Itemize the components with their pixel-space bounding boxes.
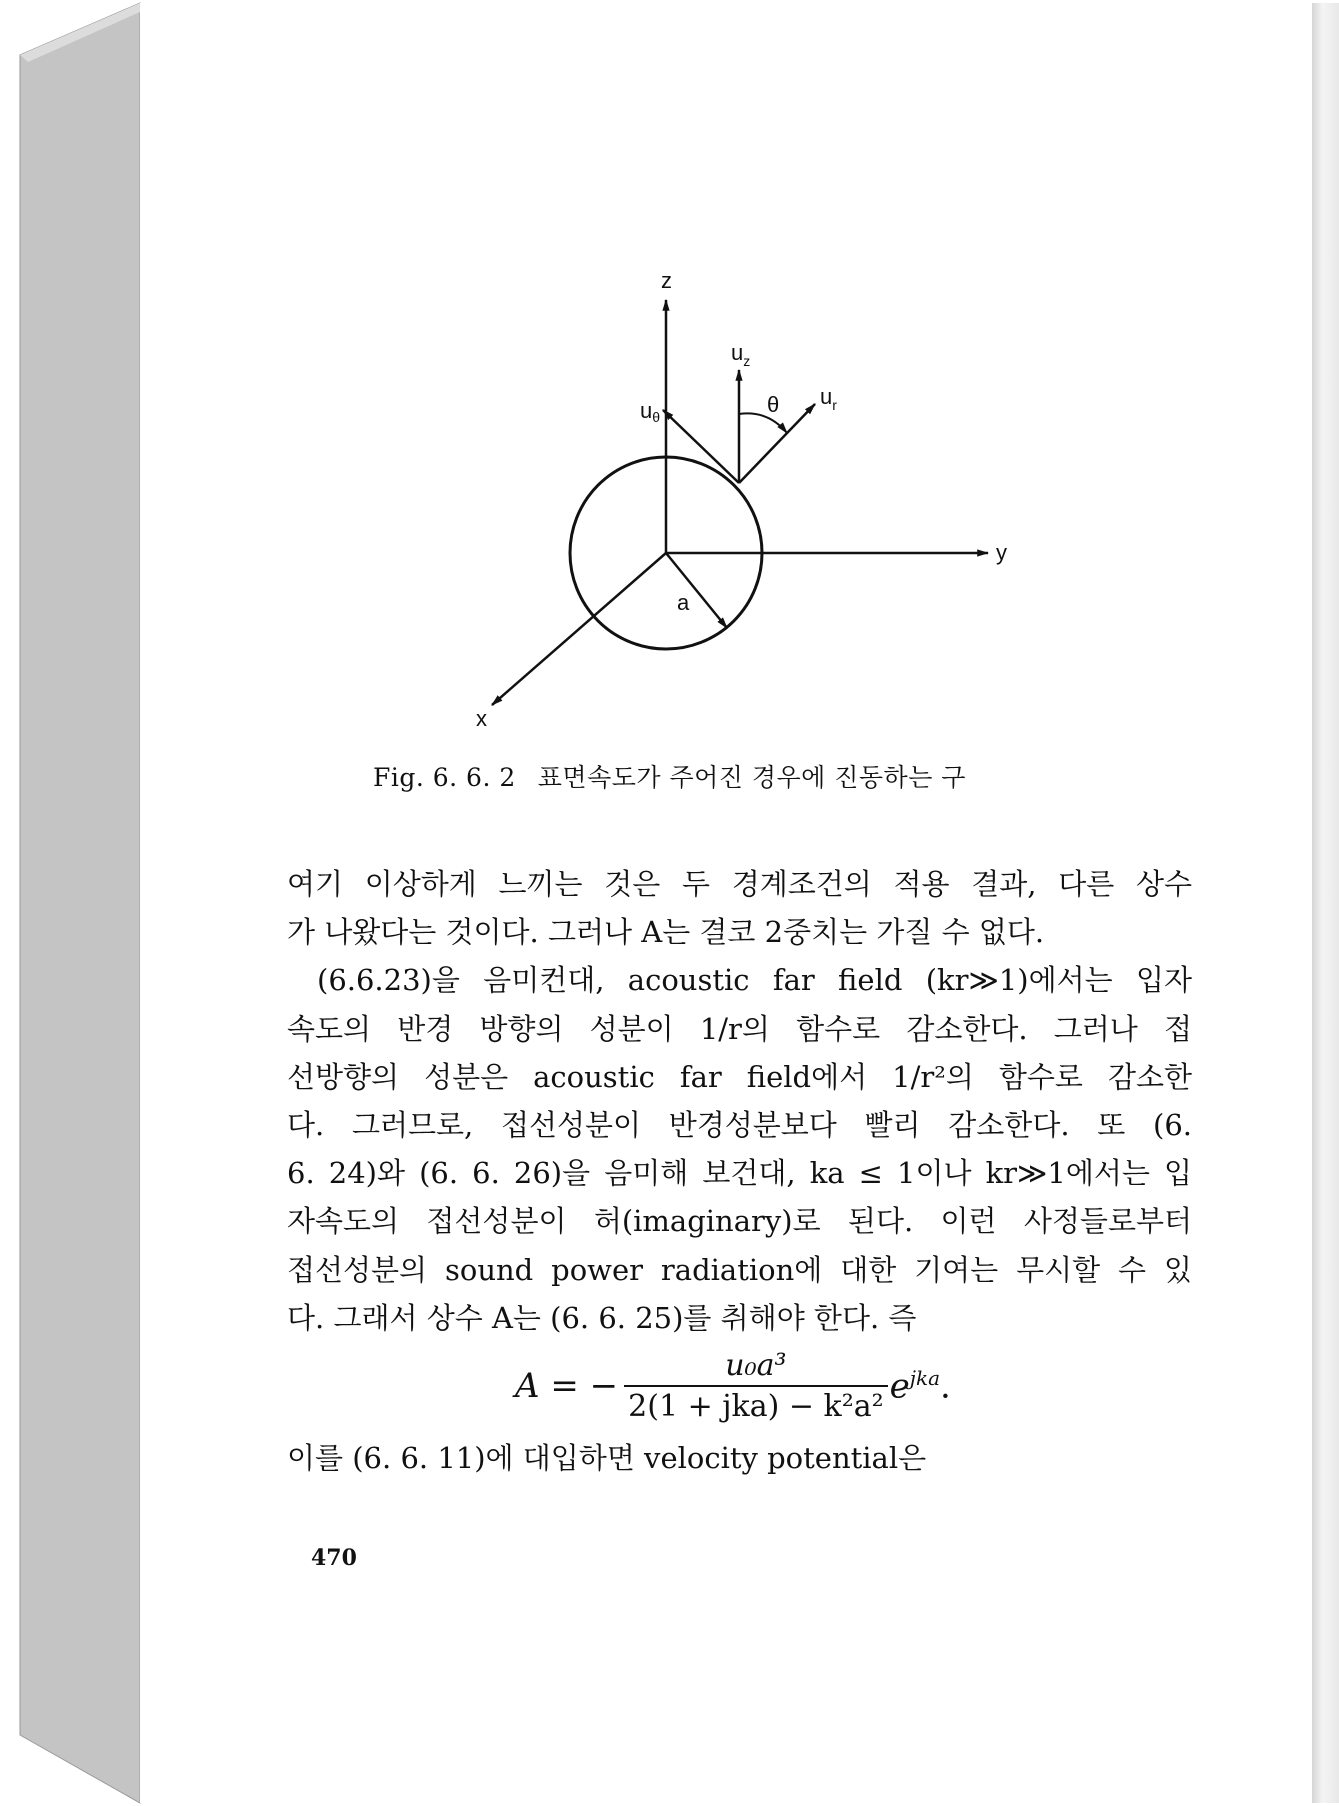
figure-number: Fig. 6. 6. 2 [373, 763, 516, 792]
text-line: 선방향의 성분은 acoustic far field에서 1/r²의 함수로 감소한 [287, 1059, 1192, 1094]
theta-label: θ [767, 392, 780, 417]
u-r-label: $u_r$ [820, 384, 837, 413]
equation-denominator: 2(1 + jka) − k²a² [624, 1385, 887, 1424]
sphere-diagram [440, 260, 1040, 740]
equation-exponential: $e^{jka}$. [889, 1365, 951, 1407]
text-line: 자속도의 접선성분이 허(imaginary)로 된다. 이런 사정들로부터 [287, 1204, 1192, 1239]
figure-title: 표면속도가 주어진 경우에 진동하는 구 [537, 763, 966, 792]
text-line: 가 나왔다는 것이다. 그러나 A는 결코 2중치는 가질 수 없다. [287, 915, 1045, 950]
equation [515, 1348, 951, 1424]
equation-fraction [624, 1348, 887, 1424]
x-label: x [476, 706, 487, 731]
text-line: 여기 이상하게 느끼는 것은 두 경계조건의 적용 결과, 다른 상수 [287, 867, 1192, 901]
equation-exponent: jka [909, 1365, 941, 1390]
y-label: y [996, 540, 1007, 565]
u-theta-vector [663, 410, 739, 483]
text-after-equation: 이를 (6. 6. 11)에 대입하면 velocity potential은 [287, 1441, 927, 1475]
a-label: a [677, 590, 690, 615]
equation-lhs: A = − [515, 1366, 619, 1406]
page-edge [1312, 3, 1339, 1803]
u-theta-label: uθ [640, 398, 661, 425]
z-label: z [661, 268, 672, 293]
u-z-label: $u_z$ [731, 340, 751, 369]
page-number: 470 [311, 1545, 357, 1571]
text-line: 6. 24)와 (6. 6. 26)을 음미해 보건대, ka ≤ 1이나 kr≫1에서는 입 [287, 1156, 1192, 1191]
text-line: 다. 그러므로, 접선성분이 반경성분보다 빨리 감소한다. 또 (6. [287, 1108, 1192, 1143]
text-line: 접선성분의 sound power radiation에 대한 기여는 무시할 수 있 [287, 1252, 1192, 1287]
radius-arrow [666, 553, 727, 628]
figure-caption [0, 758, 1339, 794]
text-line: 속도의 반경 방향의 성분이 1/r의 함수로 감소한다. 그러나 접 [287, 1011, 1192, 1046]
text-line: (6.6.23)을 음미컨대, acoustic far field (kr≫1)에서는 입자 [317, 963, 1192, 998]
theta-arc [739, 413, 787, 433]
body-text [287, 860, 1192, 1342]
equation-numerator: u₀a³ [725, 1348, 787, 1383]
text-line: 다. 그래서 상수 A는 (6. 6. 25)를 취해야 한다. 즉 [287, 1300, 917, 1335]
x-axis [492, 553, 666, 705]
